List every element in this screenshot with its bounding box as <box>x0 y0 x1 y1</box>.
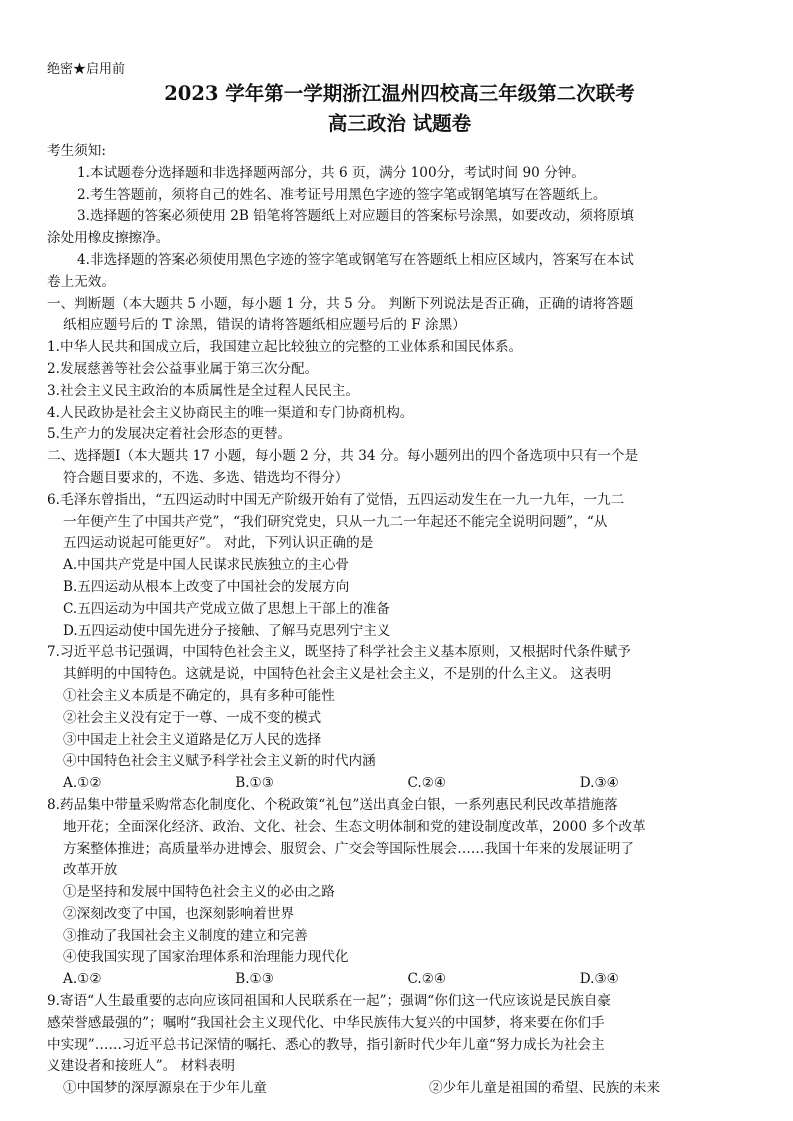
statement: ④使我国实现了国家治理体系和治理能力现代化 <box>63 949 349 966</box>
judgement-item: 2.发展慈善等社会公益事业属于第三次分配。 <box>47 360 319 377</box>
question-stem: 中实现”……习近平总书记深情的嘱托、悉心的教导，指引新时代少年儿童“努力成长为社会主 <box>47 1036 605 1053</box>
notice-item: 2.考生答题前，须将自己的姓名、准考证号用黑色字迹的签字笔或钢笔填写在答题纸上。 <box>77 186 607 203</box>
question-stem: 一年便产生了中国共产党”，“我们研究党史，只从一九二一年起还不能完全说明问题”，“从 <box>63 513 608 530</box>
question-stem: 五四运动说起可能更好”。 对此，下列认识正确的是 <box>63 535 374 552</box>
statement: ②社会主义没有定于一尊、一成不变的模式 <box>63 709 322 726</box>
statement: ②少年儿童是祖国的希望、民族的未来 <box>429 1080 661 1097</box>
section-heading: 一、判断题（本大题共 5 小题，每小题 1 分，共 5 分。 判断下列说法是否正确，正确的请将答题 <box>47 295 634 312</box>
section-heading-continuation: 纸相应题号后的 T 涂黑，错误的请将答题纸相应题号后的 F 涂黑） <box>63 317 466 334</box>
question-stem: 地开花；全面深化经济、政治、文化、社会、生态文明体制和党的建设制度改革，2000 多个改革 <box>63 818 646 835</box>
question-stem: 改革开放 <box>63 862 118 879</box>
statement: ③推动了我国社会主义制度的建立和完善 <box>63 927 308 944</box>
question-8 <box>47 795 752 991</box>
question-7 <box>47 642 752 795</box>
answer-choices <box>47 773 752 795</box>
judgement-item: 3.社会主义民主政治的本质属性是全过程人民民主。 <box>47 382 360 399</box>
statement: ①是坚持和发展中国特色社会主义的必由之路 <box>63 884 335 901</box>
statement: ②深刻改变了中国，也深刻影响着世界 <box>63 905 295 922</box>
question-stem: 感荣誉感最强的”；嘱咐“我国社会主义现代化、中华民族伟大复兴的中国梦，将来要在你们手 <box>47 1014 605 1031</box>
notice-section <box>47 141 752 294</box>
judgement-item: 5.生产力的发展决定着社会形态的更替。 <box>47 426 292 443</box>
notice-heading: 考生须知: <box>47 143 106 159</box>
exam-page <box>47 58 752 1100</box>
notice-item: 3.选择题的答案必须使用 2B 铅笔将答题纸上对应题目的答案标号涂黑，如要改动，须将原填 <box>77 208 634 225</box>
notice-item: 1.本试题卷分选择题和非选择题两部分，共 6 页，满分 100分，考试时间 90 分钟。 <box>77 164 585 181</box>
statement: ③中国走上社会主义道路是亿万人民的选择 <box>63 731 322 748</box>
secret-label: 绝密★启用前 <box>47 62 126 77</box>
choice-a: A.①② <box>63 971 102 988</box>
choice-c: C.②④ <box>407 775 447 792</box>
judgement-item: 1.中华人民共和国成立后，我国建立起比较独立的完整的工业体系和国民体系。 <box>47 339 523 356</box>
notice-item: 4.非选择题的答案必须使用黑色字迹的签字笔或钢笔写在答题纸上相应区域内，答案写在本试 <box>77 251 634 268</box>
section-heading-continuation: 符合题目要求的，不选、多选、错选均不得分） <box>63 469 349 486</box>
choice-c: C.②④ <box>407 971 447 988</box>
section-heading: 二、选择题Ⅰ（本大题共 17 小题，每小题 2 分，共 34 分。每小题列出的四个备选项中只有一个是 <box>47 448 639 465</box>
question-stem: 义建设者和接班人”。 材料表明 <box>47 1058 235 1075</box>
statement: ①社会主义本质是不确定的，具有多种可能性 <box>63 687 335 704</box>
option-c: C.五四运动为中国共产党成立做了思想上干部上的准备 <box>63 600 390 617</box>
statement-pair <box>47 1078 752 1100</box>
choice-b: B.①③ <box>235 971 274 988</box>
question-stem: 其鲜明的中国特色。这就是说，中国特色社会主义是社会主义，不是别的什么主义。 这表明 <box>63 666 612 683</box>
option-d: D.五四运动使中国先进分子接触、了解马克思列宁主义 <box>63 622 391 639</box>
option-a: A.中国共产党是中国人民谋求民族独立的主心骨 <box>63 557 350 574</box>
question-9 <box>47 991 752 1100</box>
choice-a: A.①② <box>63 775 102 792</box>
choice-d: D.③④ <box>579 775 619 792</box>
option-b: B.五四运动从根本上改变了中国社会的发展方向 <box>63 578 350 595</box>
exam-subtitle: 高三政治 试题卷 <box>327 112 472 135</box>
choice-d: D.③④ <box>579 971 619 988</box>
judgement-item: 4.人民政协是社会主义协商民主的唯一渠道和专门协商机构。 <box>47 404 414 421</box>
question-6 <box>47 490 752 643</box>
statement: ①中国梦的深厚源泉在于少年儿童 <box>63 1080 267 1097</box>
notice-item-continuation: 涂处用橡皮擦擦净。 <box>47 230 170 247</box>
section-choice <box>47 446 752 490</box>
question-stem: 9.寄语“人生最重要的志向应该同祖国和人民联系在一起”；强调“你们这一代应该说是民族自豪 <box>47 993 611 1010</box>
choice-b: B.①③ <box>235 775 274 792</box>
exam-title: 2023 学年第一学期浙江温州四校高三年级第二次联考 <box>164 82 635 105</box>
answer-choices <box>47 969 752 991</box>
notice-item-continuation: 卷上无效。 <box>47 273 115 290</box>
question-stem: 8.药品集中带量采购常态化制度化、个税政策“礼包”送出真金白银，一系列惠民利民改革措施落 <box>47 796 618 813</box>
question-stem: 7.习近平总书记强调，中国特色社会主义，既坚持了科学社会主义基本原则，又根据时代条件赋予 <box>47 644 631 661</box>
question-stem: 6.毛泽东曾指出，“五四运动时中国无产阶级开始有了觉悟，五四运动发生在一九一九年，一九二 <box>47 491 625 508</box>
statement: ④中国特色社会主义赋予科学社会主义新的时代内涵 <box>63 753 376 770</box>
section-judgement <box>47 294 752 447</box>
question-stem: 方案整体推进；高质量举办进博会、服贸会、广交会等国际性展会……我国十年来的发展证明了 <box>63 840 634 857</box>
